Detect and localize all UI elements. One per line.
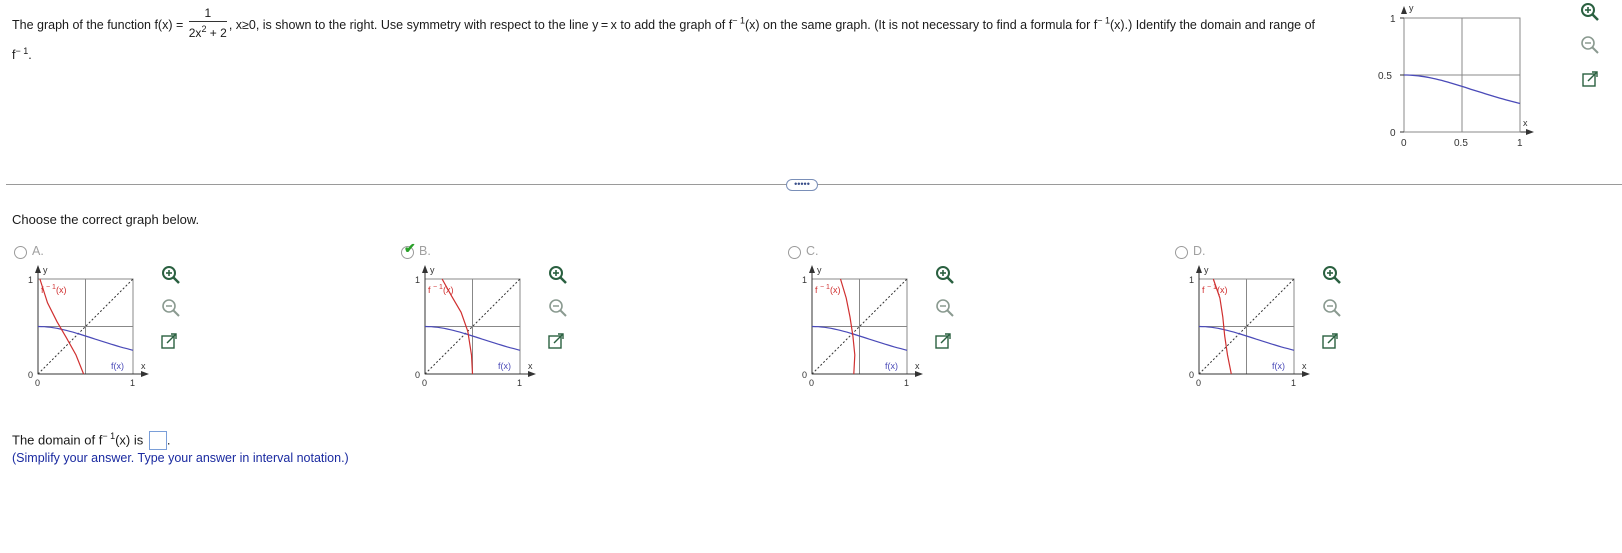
label-finv-x: (x) <box>1217 285 1228 295</box>
label-y0: 0 <box>802 370 808 380</box>
label-y0: 0 <box>1189 370 1195 380</box>
top-y-arrow <box>1401 6 1407 14</box>
zoom-out-icon[interactable] <box>1579 34 1601 56</box>
option-radio[interactable] <box>14 246 27 259</box>
label-finv-f: f <box>428 285 431 295</box>
fraction-numerator: 1 <box>189 6 227 22</box>
question-text <box>12 8 1372 43</box>
checkmark-icon: ✔ <box>404 240 416 256</box>
inverse-sup-3: − 1 <box>15 46 29 56</box>
question-part3: (x) on the same graph. (It is not necessary to find a formula for f <box>745 17 1098 32</box>
fraction <box>189 6 227 41</box>
label-x1: 1 <box>517 378 523 388</box>
label-x1: 1 <box>130 378 136 388</box>
label-x: x <box>1302 361 1307 371</box>
option-letter: C. <box>806 244 819 258</box>
x-arrow <box>141 371 149 377</box>
label-finv-x: (x) <box>443 285 454 295</box>
label-x1: 1 <box>904 378 910 388</box>
popout-icon[interactable] <box>934 331 956 353</box>
label-finv-sup: − 1 <box>820 284 830 291</box>
x-arrow <box>528 371 536 377</box>
option-letter: B. <box>419 244 431 258</box>
label-finv-f: f <box>815 285 818 295</box>
label-y1: 1 <box>28 275 34 285</box>
domain-answer-input[interactable] <box>149 431 167 450</box>
label-fx: f(x) <box>111 361 124 371</box>
top-x-arrow <box>1526 129 1534 135</box>
option-letter: A. <box>32 244 44 258</box>
option-radio[interactable] <box>1175 246 1188 259</box>
top-label-x1: 1 <box>1517 138 1523 149</box>
divider-dots: ••••• <box>794 179 810 189</box>
top-label-x0: 0 <box>1401 138 1407 149</box>
label-y0: 0 <box>28 370 34 380</box>
zoom-out-icon[interactable] <box>1321 297 1343 319</box>
x-arrow <box>1302 371 1310 377</box>
popout-icon[interactable] <box>160 331 182 353</box>
label-finv-x: (x) <box>830 285 841 295</box>
top-label-y: y <box>1409 3 1414 13</box>
option-graph <box>24 264 174 414</box>
y-arrow <box>422 265 428 273</box>
zoom-out-icon[interactable] <box>547 297 569 319</box>
question-line2-f: f <box>12 48 16 63</box>
zoom-out-icon[interactable] <box>160 297 182 319</box>
zoom-in-icon[interactable] <box>1321 264 1343 286</box>
zoom-in-icon[interactable] <box>160 264 182 286</box>
label-x: x <box>141 361 146 371</box>
y-arrow <box>809 265 815 273</box>
label-finv-sup: − 1 <box>46 284 56 291</box>
den-const: + 2 <box>206 26 227 40</box>
label-finv-x: (x) <box>56 285 67 295</box>
label-y1: 1 <box>415 275 421 285</box>
label-y: y <box>430 265 435 275</box>
top-label-yhalf: 0.5 <box>1378 71 1392 82</box>
option-graph <box>1185 264 1335 414</box>
label-y0: 0 <box>415 370 421 380</box>
zoom-in-icon[interactable] <box>934 264 956 286</box>
label-finv-f: f <box>1202 285 1205 295</box>
zoom-out-icon[interactable] <box>934 297 956 319</box>
x-arrow <box>915 371 923 377</box>
den-exponent: 2 <box>201 24 207 34</box>
top-label-y0: 0 <box>1390 128 1396 139</box>
domain-sup: − 1 <box>102 431 116 441</box>
top-label-y1: 1 <box>1390 14 1396 25</box>
domain-suffix: (x) is <box>115 432 144 448</box>
inverse-sup-2: − 1 <box>1097 15 1111 26</box>
y-arrow <box>35 265 41 273</box>
label-finv-f: f <box>41 285 44 295</box>
fraction-denominator <box>189 22 227 41</box>
domain-answer-line <box>12 431 171 450</box>
question-part1: The graph of the function f(x) = <box>12 17 187 32</box>
den-term: 2x <box>188 26 202 40</box>
popout-icon[interactable] <box>1321 331 1343 353</box>
expand-divider-button[interactable] <box>786 179 818 191</box>
popout-icon[interactable] <box>547 331 569 353</box>
label-x0: 0 <box>35 378 41 388</box>
label-x0: 0 <box>422 378 428 388</box>
top-label-x: x <box>1523 118 1528 128</box>
answer-hint: (Simplify your answer. Type your answer in interval notation.) <box>12 451 349 465</box>
popout-icon[interactable] <box>1581 69 1601 89</box>
option-graph <box>411 264 561 414</box>
option-radio[interactable] <box>788 246 801 259</box>
label-y: y <box>817 265 822 275</box>
question-part2: , x≥0, is shown to the right. Use symmetry with respect to the line y = x to add the graph of f <box>228 17 733 32</box>
option-graph <box>798 264 948 414</box>
label-finv-sup: − 1 <box>1207 284 1217 291</box>
label-fx: f(x) <box>885 361 898 371</box>
given-function-graph <box>1370 0 1540 155</box>
domain-prefix: The domain of f <box>12 432 103 448</box>
label-finv-sup: − 1 <box>433 284 443 291</box>
question-part4: (x).) Identify the domain and range of <box>1110 17 1315 32</box>
label-x0: 0 <box>1196 378 1202 388</box>
label-y: y <box>43 265 48 275</box>
option-letter: D. <box>1193 244 1206 258</box>
zoom-in-icon[interactable] <box>547 264 569 286</box>
label-x: x <box>528 361 533 371</box>
y-arrow <box>1196 265 1202 273</box>
question-line2-end: . <box>28 48 32 63</box>
label-fx: f(x) <box>498 361 511 371</box>
label-x1: 1 <box>1291 378 1297 388</box>
top-label-xhalf: 0.5 <box>1454 138 1468 149</box>
label-x0: 0 <box>809 378 815 388</box>
choose-prompt: Choose the correct graph below. <box>12 212 200 227</box>
zoom-in-icon[interactable] <box>1579 1 1601 23</box>
label-y1: 1 <box>802 275 808 285</box>
domain-end: . <box>166 432 171 448</box>
label-y1: 1 <box>1189 275 1195 285</box>
label-x: x <box>915 361 920 371</box>
question-line2 <box>12 46 32 62</box>
label-fx: f(x) <box>1272 361 1285 371</box>
inverse-sup-1: − 1 <box>732 15 745 26</box>
label-y: y <box>1204 265 1209 275</box>
